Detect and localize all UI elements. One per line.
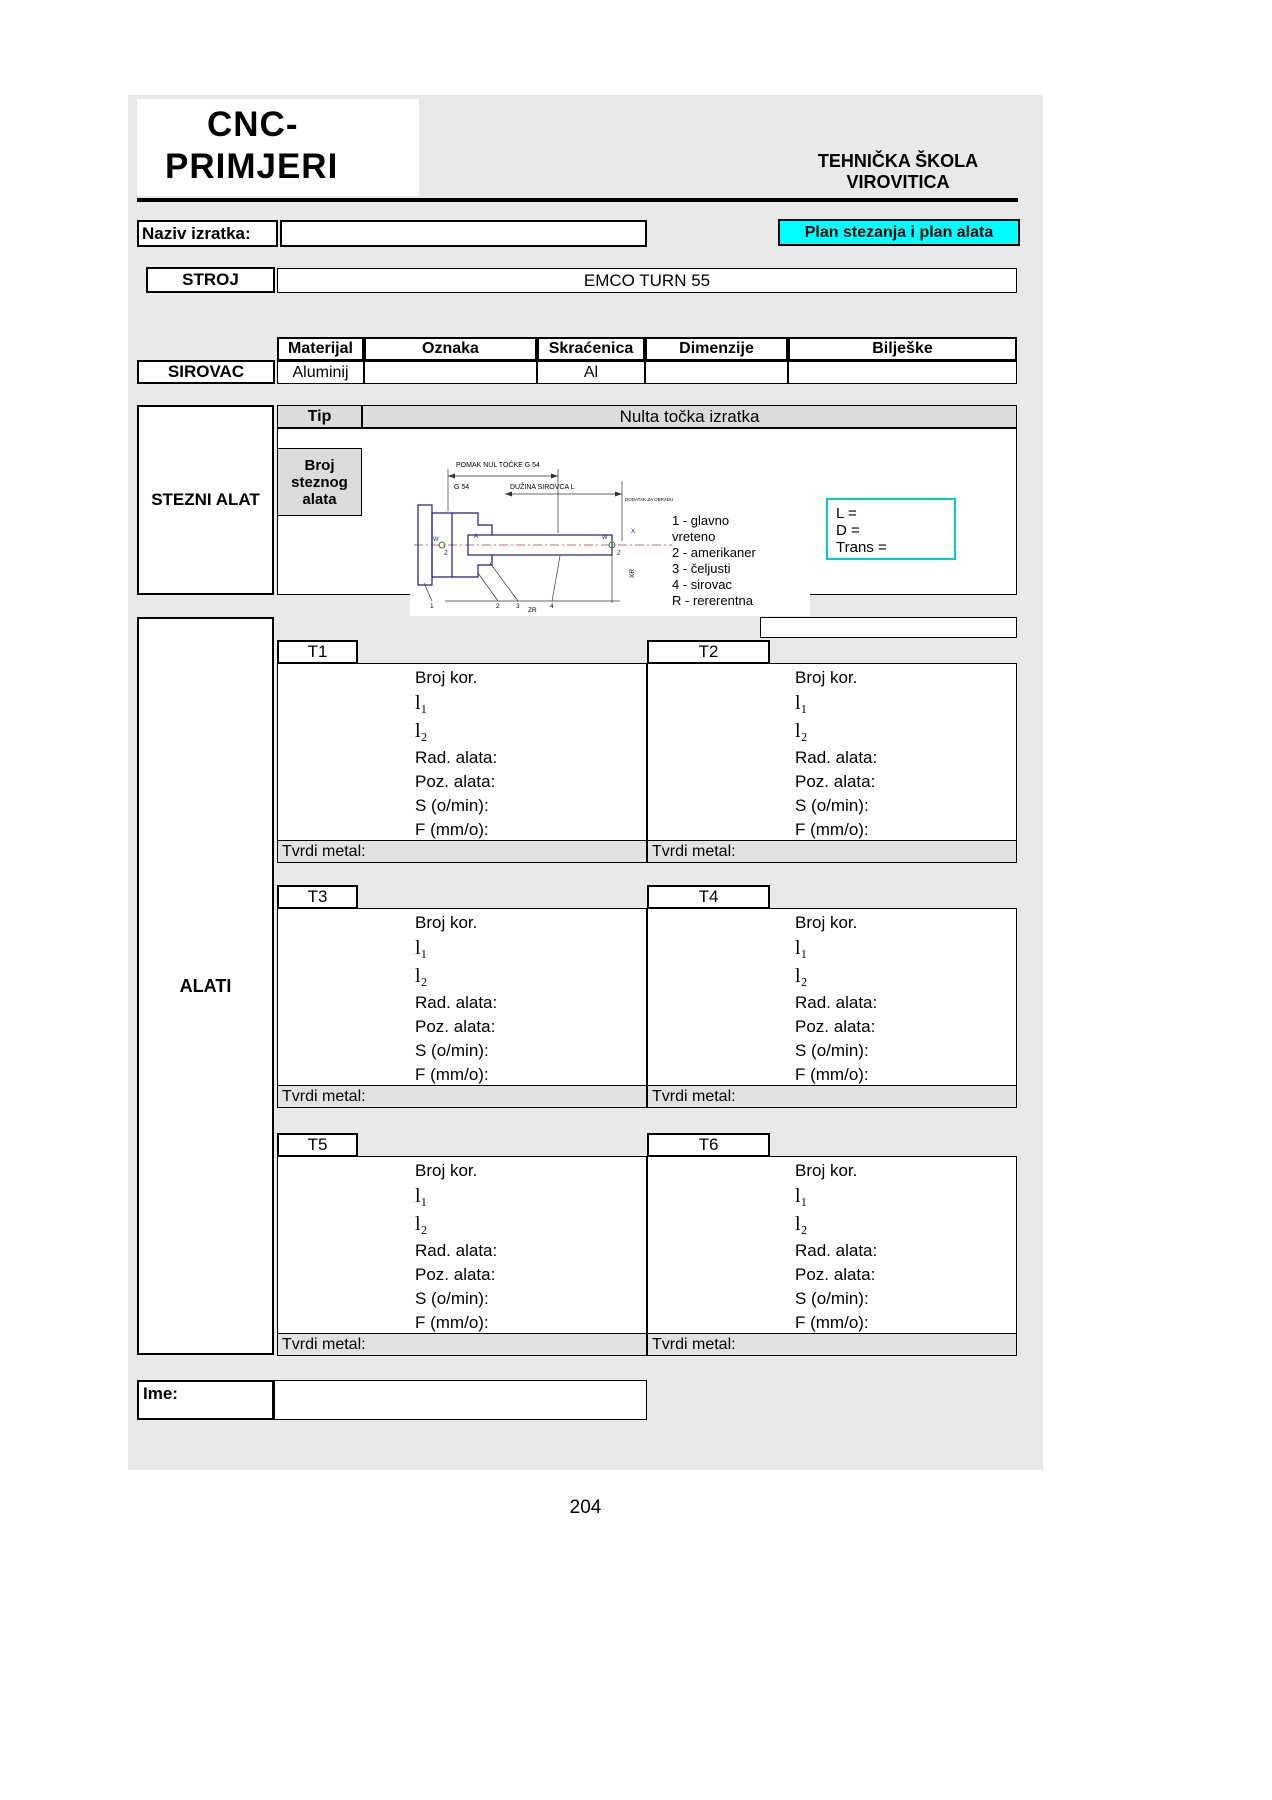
field-rad-alata: Rad. alata: [795, 1241, 878, 1260]
doc-title-line2: PRIMJERI [165, 147, 339, 186]
sirovac-skracenica-cell: Al [537, 361, 645, 384]
sirovac-biljeske-cell[interactable] [788, 361, 1017, 384]
legend-line: R - rererentna [672, 593, 753, 608]
sirovac-oznaka-cell[interactable] [364, 361, 537, 384]
tool-tab-t4: T4 [647, 885, 770, 909]
field-l1: l₁ [795, 692, 808, 714]
doc-title [137, 99, 419, 196]
dodatak-label: DODATAK ZA OBRADU [625, 497, 674, 502]
legend-line: vreteno [672, 529, 716, 544]
tip-header: Tip [277, 405, 362, 428]
broj-steznog-alata-label: Broj steznog alata [277, 448, 362, 516]
field-broj-kor: Broj kor. [415, 1161, 478, 1180]
setup-drawing-area [410, 453, 810, 616]
sirovac-dimenzije-cell[interactable] [645, 361, 788, 384]
field-l1: l₁ [795, 1185, 808, 1207]
page-number: 204 [569, 1497, 602, 1518]
field-l2: l₂ [795, 965, 808, 987]
xr-label: XR [629, 568, 636, 578]
field-l2: l₂ [795, 1213, 808, 1235]
tool-tab-t6: T6 [647, 1133, 770, 1157]
field-l1: l₁ [795, 937, 808, 959]
field-broj-kor: Broj kor. [795, 1161, 858, 1180]
field-s-omin: S (o/min): [795, 796, 869, 815]
legend-line: 3 - čeljusti [672, 561, 731, 576]
field-rad-alata: Rad. alata: [415, 1241, 498, 1260]
stezni-alat-label: STEZNI ALAT [137, 405, 274, 595]
field-l1: l₁ [415, 937, 428, 959]
callout-2: 2 [496, 603, 500, 610]
col-header-materijal: Materijal [277, 337, 364, 361]
field-l2: l₂ [795, 720, 808, 742]
zr-label: ZR [528, 607, 537, 614]
field-f-mmo: F (mm/o): [415, 1065, 489, 1084]
field-s-omin: S (o/min): [795, 1289, 869, 1308]
header-divider [137, 198, 1018, 202]
worksheet [128, 95, 1043, 1470]
w2-axis-label: W [602, 535, 608, 541]
field-f-mmo: F (mm/o): [795, 820, 869, 839]
field-s-omin: S (o/min): [415, 1041, 489, 1060]
field-broj-kor: Broj kor. [795, 913, 858, 932]
w1-axis-label: W [433, 537, 439, 543]
field-broj-kor: Broj kor. [415, 913, 478, 932]
x-axis-label: X [631, 529, 636, 535]
field-rad-alata: Rad. alata: [415, 993, 498, 1012]
field-f-mmo: F (mm/o): [415, 820, 489, 839]
tool-tab-t1: T1 [277, 640, 358, 664]
tool-tab-t3: T3 [277, 885, 358, 909]
field-l1: l₁ [415, 1185, 428, 1207]
field-l2: l₂ [415, 1213, 428, 1235]
field-s-omin: S (o/min): [415, 1289, 489, 1308]
workpiece-params-box [826, 498, 956, 560]
field-l2: l₂ [415, 965, 428, 987]
legend-line: 4 - sirovac [672, 577, 732, 592]
tool-block-t1 [277, 663, 647, 841]
tool-block-t3 [277, 908, 647, 1086]
duzina-label: DUŽINA SIROVCA L [510, 484, 575, 491]
tvrdi-metal-row-t4: Tvrdi metal: [647, 1085, 1017, 1108]
callout-4: 4 [550, 603, 554, 610]
z2-axis-label: Z [617, 551, 621, 557]
field-f-mmo: F (mm/o): [795, 1065, 869, 1084]
sirovac-materijal-cell: Aluminij [277, 361, 364, 384]
ime-label: Ime: [137, 1380, 274, 1420]
a-axis-label: A [474, 534, 479, 540]
ime-input[interactable] [274, 1380, 647, 1420]
pomak-label: POMAK NUL TOČKE G 54 [456, 462, 540, 469]
spacer-strip [760, 617, 1017, 638]
field-f-mmo: F (mm/o): [795, 1313, 869, 1332]
field-broj-kor: Broj kor. [415, 668, 478, 687]
school-line1: TEHNIČKA ŠKOLA [817, 151, 979, 171]
field-broj-kor: Broj kor. [795, 668, 858, 687]
callout-1: 1 [430, 603, 434, 610]
naziv-izratka-label: Naziv izratka: [137, 220, 278, 247]
tool-block-t5 [277, 1156, 647, 1334]
sirovac-label: SIROVAC [137, 360, 275, 384]
col-header-dimenzije: Dimenzije [645, 337, 788, 361]
stroj-label: STROJ [146, 267, 275, 293]
field-poz-alata: Poz. alata: [795, 1017, 876, 1036]
tvrdi-metal-row-t3: Tvrdi metal: [277, 1085, 647, 1108]
tool-block-t6 [647, 1156, 1017, 1334]
tool-block-t4 [647, 908, 1017, 1086]
tvrdi-metal-row-t6: Tvrdi metal: [647, 1333, 1017, 1356]
g54-label: G 54 [454, 484, 470, 491]
param-d: D = [836, 522, 860, 539]
param-l: L = [836, 505, 857, 522]
field-l1: l₁ [415, 692, 428, 714]
field-s-omin: S (o/min): [415, 796, 489, 815]
col-header-biljeske: Bilješke [788, 337, 1017, 361]
col-header-oznaka: Oznaka [364, 337, 537, 361]
legend-line: 1 - glavno [672, 513, 730, 528]
tvrdi-metal-row-t1: Tvrdi metal: [277, 840, 647, 863]
tool-block-t2 [647, 663, 1017, 841]
tool-tab-t2: T2 [647, 640, 770, 664]
field-poz-alata: Poz. alata: [415, 772, 496, 791]
field-rad-alata: Rad. alata: [415, 748, 498, 767]
nulta-tocka-header: Nulta točka izratka [362, 405, 1017, 428]
tvrdi-metal-row-t5: Tvrdi metal: [277, 1333, 647, 1356]
field-poz-alata: Poz. alata: [795, 1265, 876, 1284]
field-rad-alata: Rad. alata: [795, 748, 878, 767]
drawing-legend [672, 513, 807, 609]
field-poz-alata: Poz. alata: [795, 772, 876, 791]
field-poz-alata: Poz. alata: [415, 1265, 496, 1284]
z1-axis-label: Z [444, 551, 448, 557]
naziv-izratka-input[interactable] [280, 220, 647, 247]
field-l2: l₂ [415, 720, 428, 742]
callout-3: 3 [516, 603, 520, 610]
field-rad-alata: Rad. alata: [795, 993, 878, 1012]
tool-tab-t5: T5 [277, 1133, 358, 1157]
doc-title-line1: CNC- [207, 105, 299, 144]
field-s-omin: S (o/min): [795, 1041, 869, 1060]
legend-line: 2 - amerikaner [672, 545, 756, 560]
school-name [778, 151, 1018, 193]
field-f-mmo: F (mm/o): [415, 1313, 489, 1332]
param-trans: Trans = [836, 539, 887, 556]
col-header-skracenica: Skraćenica [537, 337, 645, 361]
plan-stezanja-badge: Plan stezanja i plan alata [778, 219, 1020, 246]
alati-label: ALATI [137, 617, 274, 1355]
tvrdi-metal-row-t2: Tvrdi metal: [647, 840, 1017, 863]
stroj-value: EMCO TURN 55 [277, 268, 1017, 293]
field-poz-alata: Poz. alata: [415, 1017, 496, 1036]
school-line2: VIROVITICA [846, 172, 950, 192]
